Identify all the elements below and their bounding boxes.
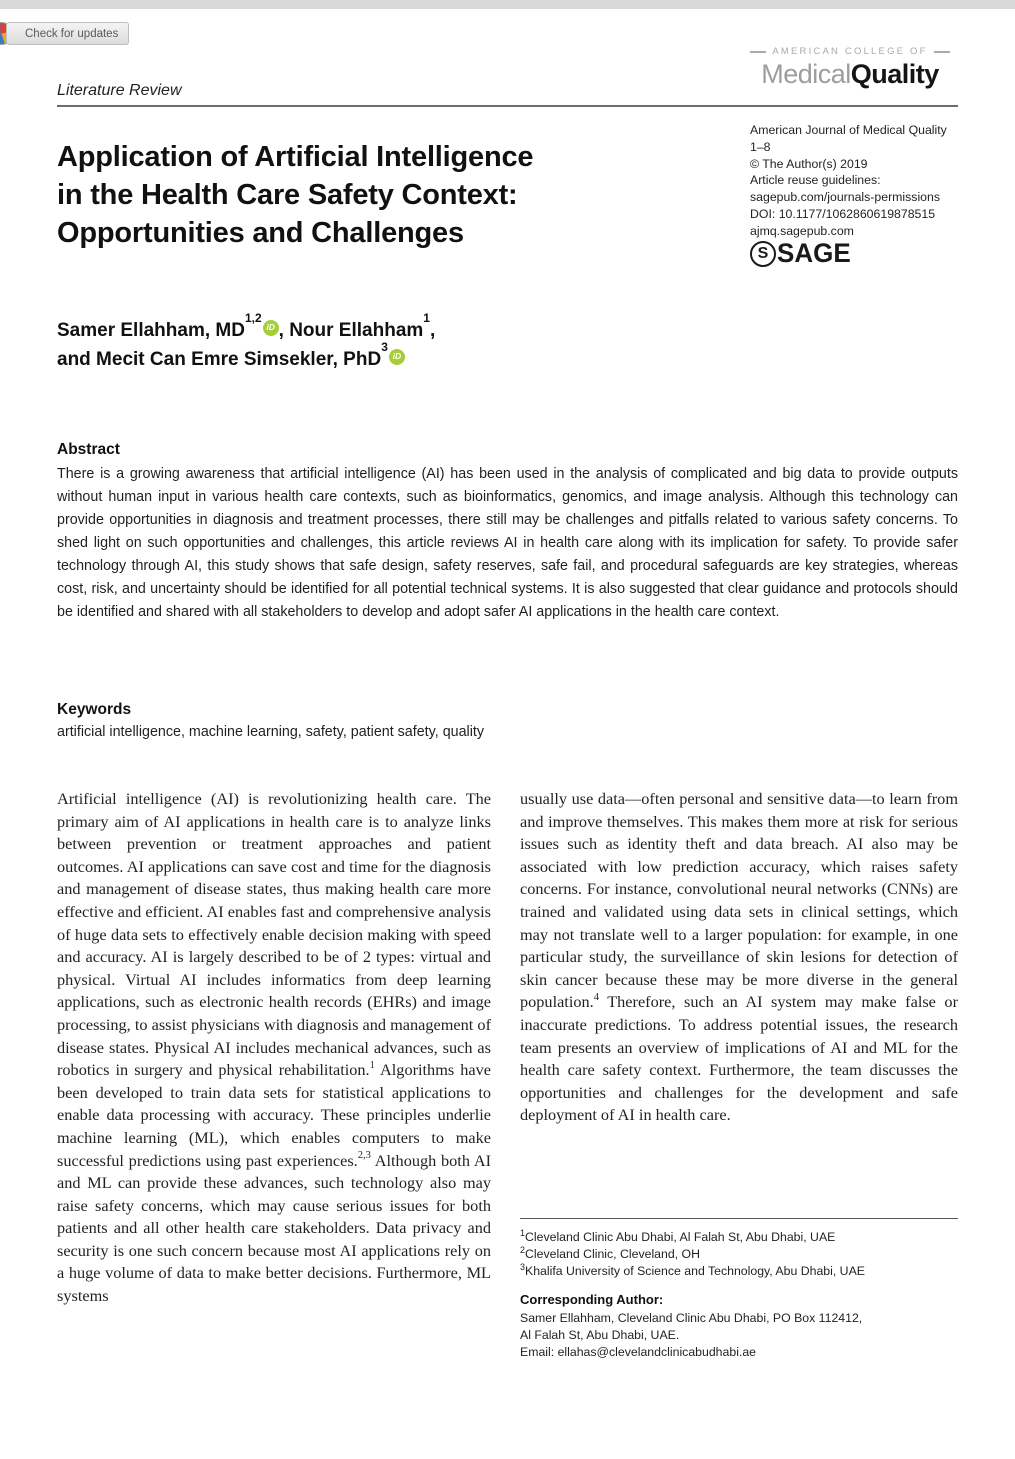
affiliations: [520, 1229, 958, 1279]
orcid-icon[interactable]: iD: [263, 320, 279, 336]
brand-quality: Quality: [850, 59, 939, 89]
corresponding-author-heading: Corresponding Author:: [520, 1292, 664, 1308]
corresponding-line: Samer Ellahham, Cleveland Clinic Abu Dhabi, PO Box 112412,: [520, 1311, 863, 1326]
affiliation-line: $^2$Cleveland Clinic, Cleveland, OH: [520, 1244, 700, 1261]
affiliation-line: $^1$Cleveland Clinic Abu Dhabi, Al Falah St, Abu Dhabi, UAE: [520, 1227, 836, 1244]
abstract-heading: Abstract: [57, 441, 120, 458]
authors-line: Samer Ellahham, MD$^{1,2}$iD , Nour Ellahham$^1$, and Mecit Can Emre Simsekler, PhD$^3$iD: [57, 310, 436, 370]
citation-ref: 2,3: [357, 1150, 371, 1162]
journal-info-line: DOI: 10.1177/1062860619878515: [750, 206, 936, 221]
author-affiliation-sup: 1: [423, 310, 430, 325]
affiliation-line: $^3$Khalifa University of Science and Technology, Abu Dhabi, UAE: [520, 1261, 865, 1278]
journal-info-line: © The Author(s) 2019: [750, 156, 868, 171]
dash-right-icon: [934, 51, 950, 53]
author-name: and Mecit Can Emre Simsekler, PhD: [57, 349, 382, 370]
journal-info-line[interactable]: sagepub.com/journals-permissions: [750, 190, 941, 205]
sage-logo: [750, 238, 851, 269]
orcid-icon[interactable]: iD: [389, 349, 405, 365]
header-rule: [57, 105, 958, 107]
author-affiliation-sup: 1,2: [244, 310, 262, 325]
citation-ref: 4: [593, 991, 599, 1003]
college-line: [742, 46, 958, 57]
author-name: Nour Ellahham: [289, 320, 424, 341]
dash-left-icon: [750, 51, 766, 53]
author-name: Samer Ellahham, MD: [57, 320, 245, 341]
keywords-heading: Keywords: [57, 701, 132, 718]
section-label: Literature Review: [57, 82, 182, 99]
keywords-text: artificial intelligence, machine learning, safety, patient safety, quality: [57, 724, 485, 740]
body-column-left: Artificial intelligence (AI) is revolutionizing health care. The primary aim of AI applications in health care is to analyze links between prevention or treatment approaches and patient outcomes. AI applications can save cost and time for the diagnosis and management of disease states, thus making health care more effective and efficient. AI enables fast and comprehensive analysis of huge data sets to effectively enable decision making with speed and accuracy. AI is largely described to be of 2 types: virtual and physical. Virtual AI includes informatics from deep learning applications, such as electronic health records (EHRs) and image processing, to assist physicians with diagnosis and management of disease states. Physical AI includes mechanical advances, such as robotics in surgery and physical rehabilitation.$^1$ Algorithms have been developed to train data sets for statistical applications to enable data processing with accuracy. These principles underlie machine learning (ML), which enables computers to make successful predictions using past experiences.$^{2,3}$ Although both AI and ML can provide these advances, such technology also may raise safety concerns, which may cause serious issues for both patients and all other health care stakeholders. Data privacy and security is one such concern because most AI applications rely on a huge volume of data to make better decisions. Furthermore, ML systems: [57, 789, 492, 1306]
article-title-line-1: Application of Artificial Intelligence: [57, 141, 534, 173]
journal-info-line: Article reuse guidelines:: [750, 173, 881, 188]
corresponding-lines: [520, 1310, 958, 1360]
sage-s-icon: S: [750, 241, 776, 267]
journal-info-line: 1–8: [750, 139, 771, 154]
article-title-line-2: in the Health Care Safety Context:: [57, 179, 518, 211]
sage-wordmark: SAGE: [777, 237, 851, 269]
body-column-right: usually use data—often personal and sensitive data—to learn from and improve themselves. This makes them more at risk for serious issues such as identity theft and data breach. AI also may be associated with low prediction accuracy, which raises safety concerns. For instance, convolutional neural networks (CNNs) are trained and validated using data sets in clinical settings, which may not translate well to a larger population: for example, in one particular study, the surveillance of skin lesions for detection of skin cancer because these may be more diverse in the general population.$^4$ Therefore, such an AI system may make false or inaccurate predictions. To address potential issues, the research team presents an overview of implications of AI and ML for the health care safety context. Furthermore, the team discusses the opportunities and challenges for the development and safe deployment of AI in health care.: [520, 789, 958, 1125]
journal-info: [750, 122, 965, 240]
corresponding-email[interactable]: Email: ellahas@clevelandclinicabudhabi.ae: [520, 1344, 757, 1359]
check-for-updates-button[interactable]: [6, 22, 129, 45]
check-for-updates-label: Check for updates: [25, 27, 119, 40]
top-edge-strip: [0, 0, 1015, 9]
publisher-masthead: [742, 46, 958, 90]
citation-ref: 1: [369, 1059, 375, 1071]
author-affiliation-sup: 3: [381, 339, 388, 354]
medical-quality-logo: [742, 59, 958, 90]
article-title-line-3: Opportunities and Challenges: [57, 217, 464, 249]
corresponding-line: Al Falah St, Abu Dhabi, UAE.: [520, 1328, 680, 1343]
college-text: AMERICAN COLLEGE OF: [772, 46, 928, 57]
article-title: [57, 138, 737, 252]
journal-info-line: American Journal of Medical Quality: [750, 123, 947, 137]
author-note-rule: [520, 1218, 958, 1219]
brand-medical: Medical: [761, 59, 851, 89]
author-note: [520, 1218, 958, 1361]
journal-info-line[interactable]: ajmq.sagepub.com: [750, 223, 854, 238]
abstract-text: There is a growing awareness that artificial intelligence (AI) has been used in the analysis of complicated and big data to provide outputs without human input in various health care contexts, such as bioinformatics, genomics, and image analysis. Although this technology can provide opportunities in diagnosis and treatment processes, there still may be challenges and pitfalls related to various safety concerns. To shed light on such opportunities and challenges, this article reviews AI in health care along with its implication for safety. To provide safer technology through AI, this study shows that safe design, safety reserves, safe fail, and procedural safeguards are key strategies, whereas cost, risk, and uncertainty should be identified for all potential technical systems. It is also suggested that clear guidance and protocols should be identified and shared with all stakeholders to develop and adopt safer AI applications in the health care context.: [57, 466, 958, 620]
